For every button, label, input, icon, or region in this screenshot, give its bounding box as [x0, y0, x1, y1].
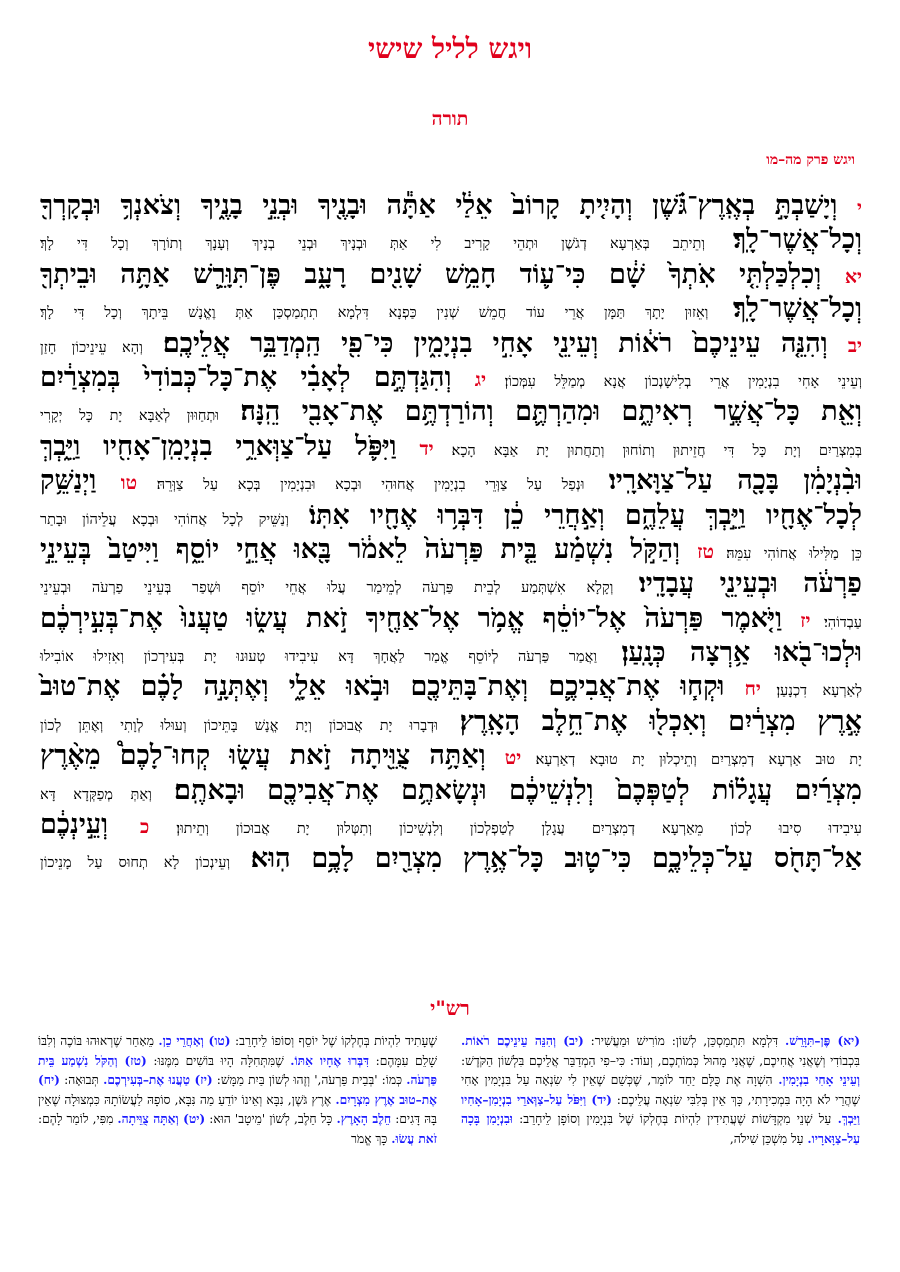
rashi-comment: עַל מִשְׁכַּן שִׁילֹה,: [729, 1131, 808, 1146]
rashi-comment: כָּךְ אֱמֹר: [350, 1131, 392, 1146]
verse-number: יג: [474, 368, 487, 391]
rashi-dibur-hamatchil: (טו) וְאַחֲרֵי כֵן.: [158, 1034, 231, 1048]
torah-text: [40, 190, 863, 875]
verse-text: וְאֵ֖ת כָּל־אֲשֶׁ֣ר רְאִיתֶ֑ם וּמִהַרְתֶּ֛ם וְהוֹרַדְתֶּ֥ם אֶת־אָבִ֖י הֵֽנָּה׃: [219, 396, 862, 428]
rashi-column-left: [38, 1032, 437, 1252]
rashi-comment: שֶׁעָתִיד לִהְיוֹת בְּחֶלְקוֹ שֶׁל יוֹסֵף וְסוֹפוֹ לֵיחָרֵב:: [230, 1034, 437, 1048]
verse-text: וְעֵ֣ינְכֶ֔ם: [40, 809, 140, 841]
verse-text: וְכִלְכַּלְתִּ֤י אֹֽתְךָ֙ שָׁ֔ם כִּי־ע֛וֹד חָמֵ֥שׁ שָׁנִ֖ים רָעָ֑ב פֶּן־תִּוָּרֵ֛שׁ אַתָּ֥ה וּבֵיתְךָ֖: [40, 258, 845, 290]
rashi-comment: מִפִּי, לוֹמַר לָהֶם:: [38, 1112, 118, 1127]
torah-line: [40, 671, 862, 705]
targum-text: וְתֵיתֵב בְּאַרְעָא דְגֹשֶׁן וּתְהֵי קָרִיב לִי אַתְּ וּבְנָיךְ וּבְנֵי בְנָיךְ וְעָנָךְ וְתוֹרָךְ וְכָל דִּי לָךְ׃: [40, 236, 706, 253]
verse-text: פַרְעֹ֔ה וּבְעֵינֵ֖י עֲבָדָֽיו׃: [613, 568, 862, 600]
targum-text: וְקָלָא אִשְׁתְּמַע לְבֵית פַּרְעֹה לְמֵימַר עֲלוּ אֲחֵי יוֹסֵף וּשְׁפַר בְּעֵינֵי פַרְעֹה וּבְעֵינֵי: [40, 580, 614, 597]
rashi-dibur-hamatchil: חֵלֶב הָאָרֶץ.: [336, 1112, 392, 1127]
rashi-comment: דִּלְמָא תִּתְמַסְכַּן, לְשׁוֹן: מוֹרִישׁ וּמַעֲשִׁיר:: [583, 1034, 785, 1048]
rashi-comment: עַל שְׁנֵי מִקְדָּשׁוֹת שֶׁעֲתִידִין לִהְיוֹת בְּחֶלְקוֹ שֶׁל בִּנְיָמִין וְסוֹפָן לֵיחָרֵב:: [512, 1112, 838, 1127]
targum-text: יָת טוּב אַרְעָא דְמִצְרַיִם וְתֵיכְלוּן יָת טוּבָא דְאַרְעָא׃: [521, 752, 862, 769]
torah-line: [40, 637, 862, 671]
targum-text: בְּמִצְרַיִם וְיָת כָּל דִּי חֲזֵיתוּן וְתוֹחוּן וְתַחֲתוּן יָת אַבָּא הָכָא׃: [433, 442, 863, 459]
rashi-dibur-hamatchil: (יא) פֶּן–תִּוָּרֵשׁ.: [784, 1034, 861, 1048]
torah-line: [40, 740, 862, 774]
torah-line: [40, 431, 862, 465]
verse-number: כ: [139, 816, 150, 839]
verse-text: וְהִגַּדְתֶּ֣ם לְאָבִ֗י אֶת־כָּל־כְּבוֹדִי֙ בְּמִצְרַ֔יִם: [40, 361, 475, 393]
torah-line: [40, 500, 862, 534]
targum-text: וּנְפַל עַל צַוְּרֵי בִנְיָמִין אֲחוּהִי וּבְכָא וּבִנְיָמִין בְּכָא עַל צַוְּרֵהּ׃: [137, 477, 585, 494]
targum-text: וְעֵינֵי אָחִי בִנְיָמִין אֲרֵי בְלִישָׁנְכוֹן אֲנָא מְמַלֵּל עִמְּכוֹן׃: [486, 373, 862, 390]
verse-number: יח: [744, 678, 761, 701]
verse-text: וְיָשַׁבְתָּ֣ בְאֶֽרֶץ־גֹּ֗שֶׁן וְהָיִ֤יתָ קָרוֹב֙ אֵלַ֔י אַתָּ֕ה וּבָנֶ֖יךָ וּבְנֵ֣י בָנֶ֑יךָ וְצֹאנְךָ֥ וּבְקָרְךָ֖: [40, 190, 858, 221]
rashi-dibur-hamatchil: דִּבְּרוּ אֶחָיו אִתּוֹ.: [290, 1053, 370, 1068]
rashi-column-right: [461, 1032, 860, 1252]
targum-text: וְעֵינְכוֹן לָא תְחוּס עַל מָנֵיכוֹן: [40, 855, 231, 872]
rashi-comment: אֶרֶץ גֹּשֶׁן, נִבָּא וְאֵינוֹ יוֹדֵעַ מַה נִּבָּא, סוֹפָהּ לַעֲשׂוֹתָהּ כִּמְצוּלָה שֶׁאֵין בָּהּ דָּגִים:: [38, 1092, 437, 1127]
targum-text: וְאַתְּ מְפַקְּדָא דָּא: [40, 786, 152, 803]
verse-text: וַיִּפֹּ֛ל עַל־צַוְּארֵ֥י בִנְיָמִֽן־אָחִ֖יו וַיֵּ֑בְךְּ: [40, 430, 420, 462]
verse-number: יא: [844, 265, 862, 288]
targum-text: וּדְבָרוּ יָת אֲבוּכוֹן וְיָת אֱנָשׁ בָּתֵּיכוֹן וְעוּלוּ לְוָתִי וְאֶתֵּן לְכוֹן: [40, 717, 438, 734]
torah-line: [40, 259, 862, 293]
verse-number: יט: [504, 747, 522, 770]
rashi-comment: שֶׁמִּתְּחִלָּה הָיוּ בּוֹשִׁים מִמֶּנּוּ:: [146, 1053, 291, 1068]
verse-text: אַל־תָּחֹ֖ס עַל־כְּלֵיכֶ֑ם כִּי־ט֛וּב כָּל־אֶ֥רֶץ מִצְרַ֖יִם לָכֶ֥ם הֽוּא׃: [230, 843, 862, 875]
targum-text: וַאֲמַר פַּרְעֹה לְיוֹסֵף אֱמַר לַאֲחָךְ דָּא עִיבִידוּ טְעוּנוּ יָת בְּעִירְכוֹן וְאִזִילוּ אוֹבִילוּ: [40, 649, 598, 666]
verse-number: יב: [847, 334, 862, 357]
torah-line: [40, 568, 862, 602]
verse-text: וּקְח֧וּ אֶת־אֲבִיכֶ֛ם וְאֶת־בָּתֵּיכֶ֖ם וּבֹ֣אוּ אֵלָ֑י וְאֶתְּנָ֣ה לָכֶ֗ם אֶת־טוּב֙: [40, 671, 745, 703]
targum-text: וְנַשֵּׁיק לְכָל אֲחוֹהִי וּבְכָא עֲלֵיהוֹן וּבָתַר: [40, 511, 289, 528]
verse-text: וּבִ֨נְיָמִ֔ן בָּכָ֖ה עַל־צַוָּארָֽיו׃: [584, 465, 863, 497]
rashi-comment: כָּל חֵלֶב, לְשׁוֹן 'מֵיטָב' הוּא:: [205, 1112, 337, 1127]
verse-text: וְכָל־אֲשֶׁר־לָֽךְ׃: [708, 293, 862, 325]
targum-text: לְאַרְעָא דִכְנָעַן׃: [760, 683, 862, 700]
rashi-dibur-hamatchil: זֹאת עֲשׂוּ.: [391, 1131, 437, 1146]
rashi-title: רש"י: [430, 996, 470, 1020]
verse-text: וְהַקֹּ֣ל נִשְׁמַ֗ע בֵּ֤ית פַּרְעֹה֙ לֵאמֹ֔ר בָּ֖אוּ אֲחֵ֣י יוֹסֵ֑ף וַיִּיטַב֙ בְּעֵינֵ֣י: [40, 533, 698, 565]
rashi-comment: מֵאַחַר שֶׁרְאוּהוּ בּוֹכֶה וְלִבּוֹ שָׁלֵם עִמָּהֶם:: [38, 1034, 437, 1068]
rashi-dibur-hamatchil: (יח) אֶת–טוּב אֶרֶץ מִצְרָיִם.: [38, 1073, 437, 1107]
targum-text: וְאֵזוּן יָתָךְ תַּמָּן אֲרֵי עוֹד חֲמֵשׁ שְׁנִין כַּפְנָא דִּלְמָא תִתְמַסְכַּן אַתְּ וֶאֱנָשׁ בֵּיתָךְ וְכָל דִּי לָךְ׃: [40, 305, 709, 322]
torah-line: [40, 534, 862, 568]
chapter-reference: ויגש פרק מה–מו: [766, 152, 855, 168]
verse-text: וּלְכוּ־בֹ֖אוּ אַ֥רְצָה כְּנָֽעַן׃: [597, 637, 862, 669]
verse-text: מִצְרַ֜יִם עֲגָל֗וֹת לְטַפְּכֶם֙ וְלִנְשֵׁיכֶ֔ם וּנְשָׂאתֶ֥ם אֶת־אֲבִיכֶ֖ם וּבָאתֶֽם׃: [151, 774, 862, 806]
rashi-comment: כְּמוֹ: 'בְּבֵית פַּרְעֹה,' וְזֶהוּ לְשׁוֹן בַּיִת מַמָּשׁ:: [212, 1073, 407, 1088]
rashi-dibur-hamatchil: (יב) וְהִנֵּה עֵינֵיכֶם רֹאוֹת.: [461, 1034, 584, 1048]
verse-text: וְהִנֵּ֤ה עֵינֵיכֶם֙ רֹא֔וֹת וְעֵינֵ֖י אָחִ֣י בִנְיָמִ֑ין כִּי־פִ֖י הַֽמְדַבֵּ֥ר אֲלֵיכֶֽם׃: [142, 327, 848, 359]
verse-number: טז: [697, 540, 714, 563]
page-title: ויגש לליל שישי: [367, 32, 533, 65]
rashi-dibur-hamatchil: (יז) טַעֲנוּ אֶת–בְּעִירְכֶם.: [103, 1073, 213, 1088]
rashi-dibur-hamatchil: וּבִנְיָמִן בָּכָה עַל–צַוָּארָיו.: [461, 1112, 860, 1146]
torah-line: [40, 190, 862, 224]
targum-text: כֵּן מַלִּילוּ אֲחוֹהִי עִמֵּהּ׃: [713, 545, 863, 562]
torah-line: [40, 465, 862, 499]
rashi-commentary: [38, 1032, 860, 1252]
verse-number: י: [857, 197, 862, 219]
rashi-dibur-hamatchil: (טז) וְהַקֹּל נִשְׁמַע בֵּית פַּרְעֹה.: [38, 1053, 437, 1088]
verse-text: וַיֹּ֤אמֶר פַּרְעֹה֙ אֶל־יוֹסֵ֔ף אֱמֹ֥ר אֶל־אַחֶ֖יךָ זֹ֣את עֲשׂ֑וּ טַעֲנוּ֙ אֶת־בְּעִ֣ירְכֶ֔ם: [40, 602, 801, 634]
rashi-comment: הִשְׁוָה אֶת כֻּלָּם יַחַד לוֹמַר, שֶׁכְּשֵׁם שֶׁאֵין לִי שִׂנְאָה עַל בִּנְיָמִין אָחִי שֶׁהֲרֵי לֹא הָיָה בִּמְכִירָתִי, כָּךְ אֵין בְּלִבִּי שִׂנְאָה עֲלֵיכֶם:: [461, 1073, 860, 1107]
torah-line: [40, 224, 862, 258]
targum-text: וְהָא עֵינֵיכוֹן חָזַן: [40, 339, 143, 356]
torah-line: [40, 362, 862, 396]
verse-text: וְאַתָּ֥ה צֻוֵּ֖יתָה זֹ֣את עֲשׂ֑וּ קְחוּ־לָכֶם֩ מֵאֶ֨רֶץ: [40, 740, 505, 772]
rashi-dibur-hamatchil: (יד) וַיִּפֹּל עַל–צַוְּארֵי בִנְיָמִן–אָחִיו וַיֵּבְךְּ.: [461, 1092, 860, 1127]
verse-number: יד: [419, 437, 434, 460]
section-title: תורה: [431, 108, 469, 130]
torah-line: [40, 328, 862, 362]
torah-line: [40, 706, 862, 740]
targum-text: וּתְחַוּוּן לְאַבָּא יָת כָּל יְקָרִי: [40, 408, 220, 425]
torah-line: [40, 396, 862, 430]
rashi-dibur-hamatchil: (יט) וְאַתָּה צֻוֵּיתָה.: [117, 1112, 206, 1127]
rashi-dibur-hamatchil: וְעֵינֵי אָחִי בִנְיָמִין.: [778, 1073, 860, 1088]
verse-text: וְכָל־אֲשֶׁר־לָֽךְ׃: [705, 224, 862, 256]
rashi-comment: תְּבוּאָה:: [59, 1073, 104, 1088]
torah-line: [40, 293, 862, 327]
targum-text: עַבְדוֹהִי׃: [810, 614, 862, 631]
rashi-comment: בִּכְבוֹדִי וְשֶׁאֲנִי אֲחִיכֶם, שֶׁאֲנִי מָהוּל כְּמוֹתְכֶם, וְעוֹד: כִּי–פִי הַמְדַבֵּר אֲלֵיכֶם בִּלְשׁוֹן הַקֹּדֶשׁ:: [461, 1053, 860, 1068]
verse-text: אֶ֣רֶץ מִצְרַ֔יִם וְאִכְל֖וּ אֶת־חֵ֥לֶב הָאָֽרֶץ׃: [437, 705, 862, 737]
verse-text: לְכָל־אֶחָ֖יו וַיֵּ֣בְךְּ עֲלֵהֶ֑ם וְאַ֣חֲרֵי כֵ֔ן דִּבְּר֥וּ אֶחָ֖יו אִתּֽוֹ׃: [288, 499, 862, 531]
verse-text: וַיְנַשֵּׁ֥ק: [40, 465, 121, 497]
targum-text: עִיבִידוּ סִיבוּ לְכוֹן מֵאַרְעָא דְמִצְרַיִם עֲגָלָן לְטַפְלְכוֹן וְלִנְשֵׁיכוֹן וְתִטְּלוּן יָת אֲבוּכוֹן וְתֵיתוּן׃: [149, 821, 863, 838]
verse-number: יז: [800, 609, 811, 632]
verse-number: טו: [120, 472, 138, 495]
torah-line: [40, 603, 862, 637]
torah-line: [40, 843, 862, 877]
torah-line: [40, 775, 862, 809]
torah-line: [40, 809, 862, 843]
